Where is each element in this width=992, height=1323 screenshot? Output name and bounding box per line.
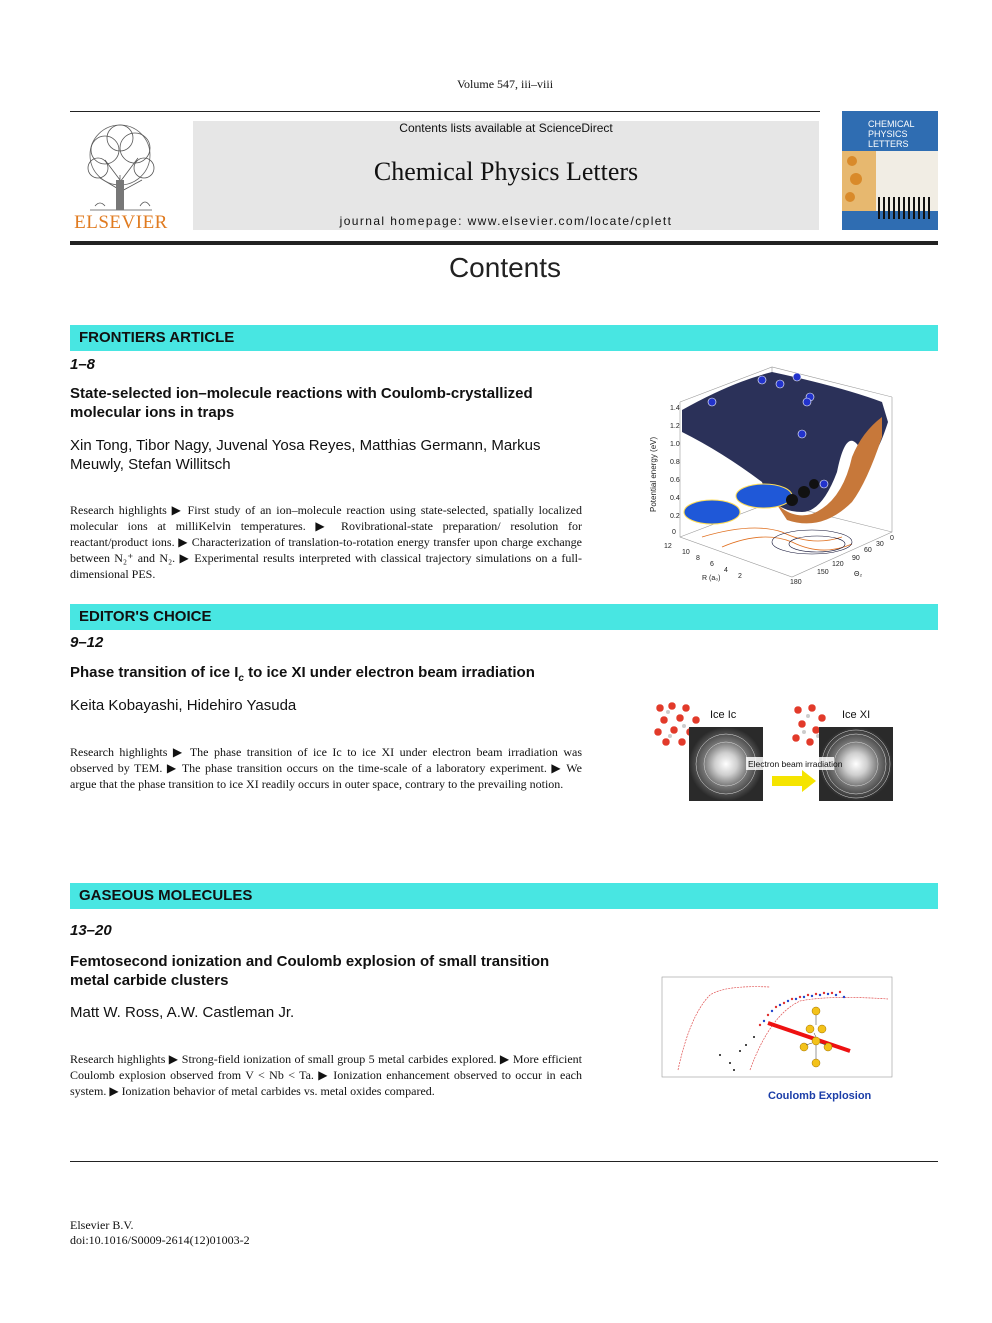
highlights-body: ▶ Strong-field ionization of small group 5 metal carbides explored. ▶ More efficient Coulomb explosion observed from V < Nb < Ta. ▶ Ionization enhancement observed to occur in each system. ▶ Ionization behavior of metal carbides vs. metal oxides compared. (70, 1052, 582, 1098)
theta-tick: 30 (876, 541, 884, 548)
research-highlights (70, 744, 582, 792)
elsevier-wordmark: ELSEVIER (74, 212, 168, 233)
y-tick: 0.8 (670, 459, 680, 466)
contents-available-text: Contents lists available at ScienceDirect (399, 121, 613, 135)
title-part: Phase transition of ice I (70, 664, 239, 681)
section-header-gaseous-molecules (70, 883, 938, 909)
section-label: EDITOR'S CHOICE (79, 608, 212, 625)
cover-title-line-2: PHYSICS (868, 129, 908, 139)
article-pages: 13–20 (70, 922, 112, 939)
theta-tick: 120 (832, 561, 844, 568)
potential-energy-surface-figure (642, 362, 898, 584)
highlights-body: ▶ The phase transition of ice Ic to ice XI under electron beam irradiation was observed by TEM. ▶ The phase transition occurs on the time-scale of a laboratory experiment. ▶ We argue that the phase transition to ice XI readily occurs in outer space, contrary to the prevailing notion. (70, 745, 582, 791)
cover-title-line-3: LETTERS (868, 139, 909, 149)
section-label: GASEOUS MOLECULES (79, 887, 253, 904)
journal-title: Chemical Physics Letters (373, 157, 639, 186)
article-title[interactable] (70, 663, 590, 688)
theta-axis-label: Θ₂ (854, 571, 863, 578)
y-tick: 0.2 (670, 513, 680, 520)
section-header-frontiers (70, 325, 938, 351)
r-tick: 6 (710, 561, 714, 568)
volume-info: Volume 547, iii–viii (456, 77, 554, 91)
y-tick: 1.2 (670, 423, 680, 430)
section-label: FRONTIERS ARTICLE (79, 329, 235, 346)
title-subscript: c (238, 673, 244, 684)
research-highlights (70, 502, 582, 582)
research-highlights (70, 1051, 582, 1099)
y-tick: 1.0 (670, 441, 680, 448)
header-rule (70, 111, 820, 112)
publisher-name: Elsevier B.V. (70, 1218, 134, 1232)
r-tick: 4 (724, 567, 728, 574)
y-axis-label: Potential energy (eV) (649, 436, 658, 512)
highlights-prefix: Research highlights (70, 745, 173, 759)
highlights-prefix: Research highlights (70, 1052, 169, 1066)
article-authors: Matt W. Ross, A.W. Castleman Jr. (70, 1004, 295, 1021)
page-title: Contents (448, 252, 562, 283)
r-axis-label: R (a₀) (702, 575, 721, 582)
y-tick: 0.6 (670, 477, 680, 484)
highlights-prefix: Research highlights (70, 503, 172, 517)
label-ice-ic: Ice Ic (710, 709, 737, 721)
journal-homepage: journal homepage: www.elsevier.com/locate/cplett (339, 214, 673, 228)
footer-rule (70, 1161, 938, 1162)
highlights-body: ▶ First study of an ion–molecule reaction using state-selected, spatially localized molecular ions at milliKelvin temperatures. ▶ Rovibrational-state preparation/ resolution for reactant/product ions. ▶ Characterization of translation-to-rotation energy transfer upon charge exchange between N₂⁺ and N₂. ▶ Experimental results interpreted with classical trajectory simulations on a full-dimensional PES. (70, 503, 582, 581)
coulomb-explosion-caption: Coulomb Explosion (768, 1090, 872, 1102)
r-tick: 12 (664, 543, 672, 550)
theta-tick: 150 (817, 569, 829, 576)
article-pages: 9–12 (70, 634, 104, 651)
journal-banner (193, 121, 819, 230)
ice-phase-transition-figure (652, 700, 896, 804)
theta-tick: 0 (890, 535, 894, 542)
cover-title-line-1: CHEMICAL (868, 119, 915, 129)
journal-cover-image (842, 111, 938, 230)
article-title[interactable]: State-selected ion–molecule reactions with Coulomb-crystallized molecular ions in traps (70, 385, 533, 421)
r-tick: 8 (696, 555, 700, 562)
article-authors: Xin Tong, Tibor Nagy, Juvenal Yosa Reyes, Matthias Germann, Markus Meuwly, Stefan Willitsch (70, 437, 541, 473)
theta-tick: 90 (852, 555, 860, 562)
header-thick-rule (70, 241, 938, 245)
electron-beam-label: Electron beam irradiation (748, 759, 843, 769)
y-tick: 1.4 (670, 405, 680, 412)
coulomb-explosion-figure (650, 975, 896, 1105)
r-tick: 10 (682, 549, 690, 556)
article-pages: 1–8 (70, 356, 96, 373)
doi[interactable]: doi:10.1016/S0009-2614(12)01003-2 (70, 1233, 250, 1247)
title-part: to ice XI under electron beam irradiation (243, 664, 535, 681)
r-tick: 2 (738, 573, 742, 580)
y-tick: 0.4 (670, 495, 680, 502)
y-tick: 0 (672, 529, 676, 536)
article-authors: Keita Kobayashi, Hidehiro Yasuda (70, 697, 297, 714)
theta-tick: 60 (864, 547, 872, 554)
label-ice-xi: Ice XI (842, 709, 871, 721)
section-header-editors-choice (70, 604, 938, 630)
article-title[interactable]: Femtosecond ionization and Coulomb explosion of small transition metal carbide clusters (70, 953, 550, 989)
theta-tick: 180 (790, 579, 802, 584)
